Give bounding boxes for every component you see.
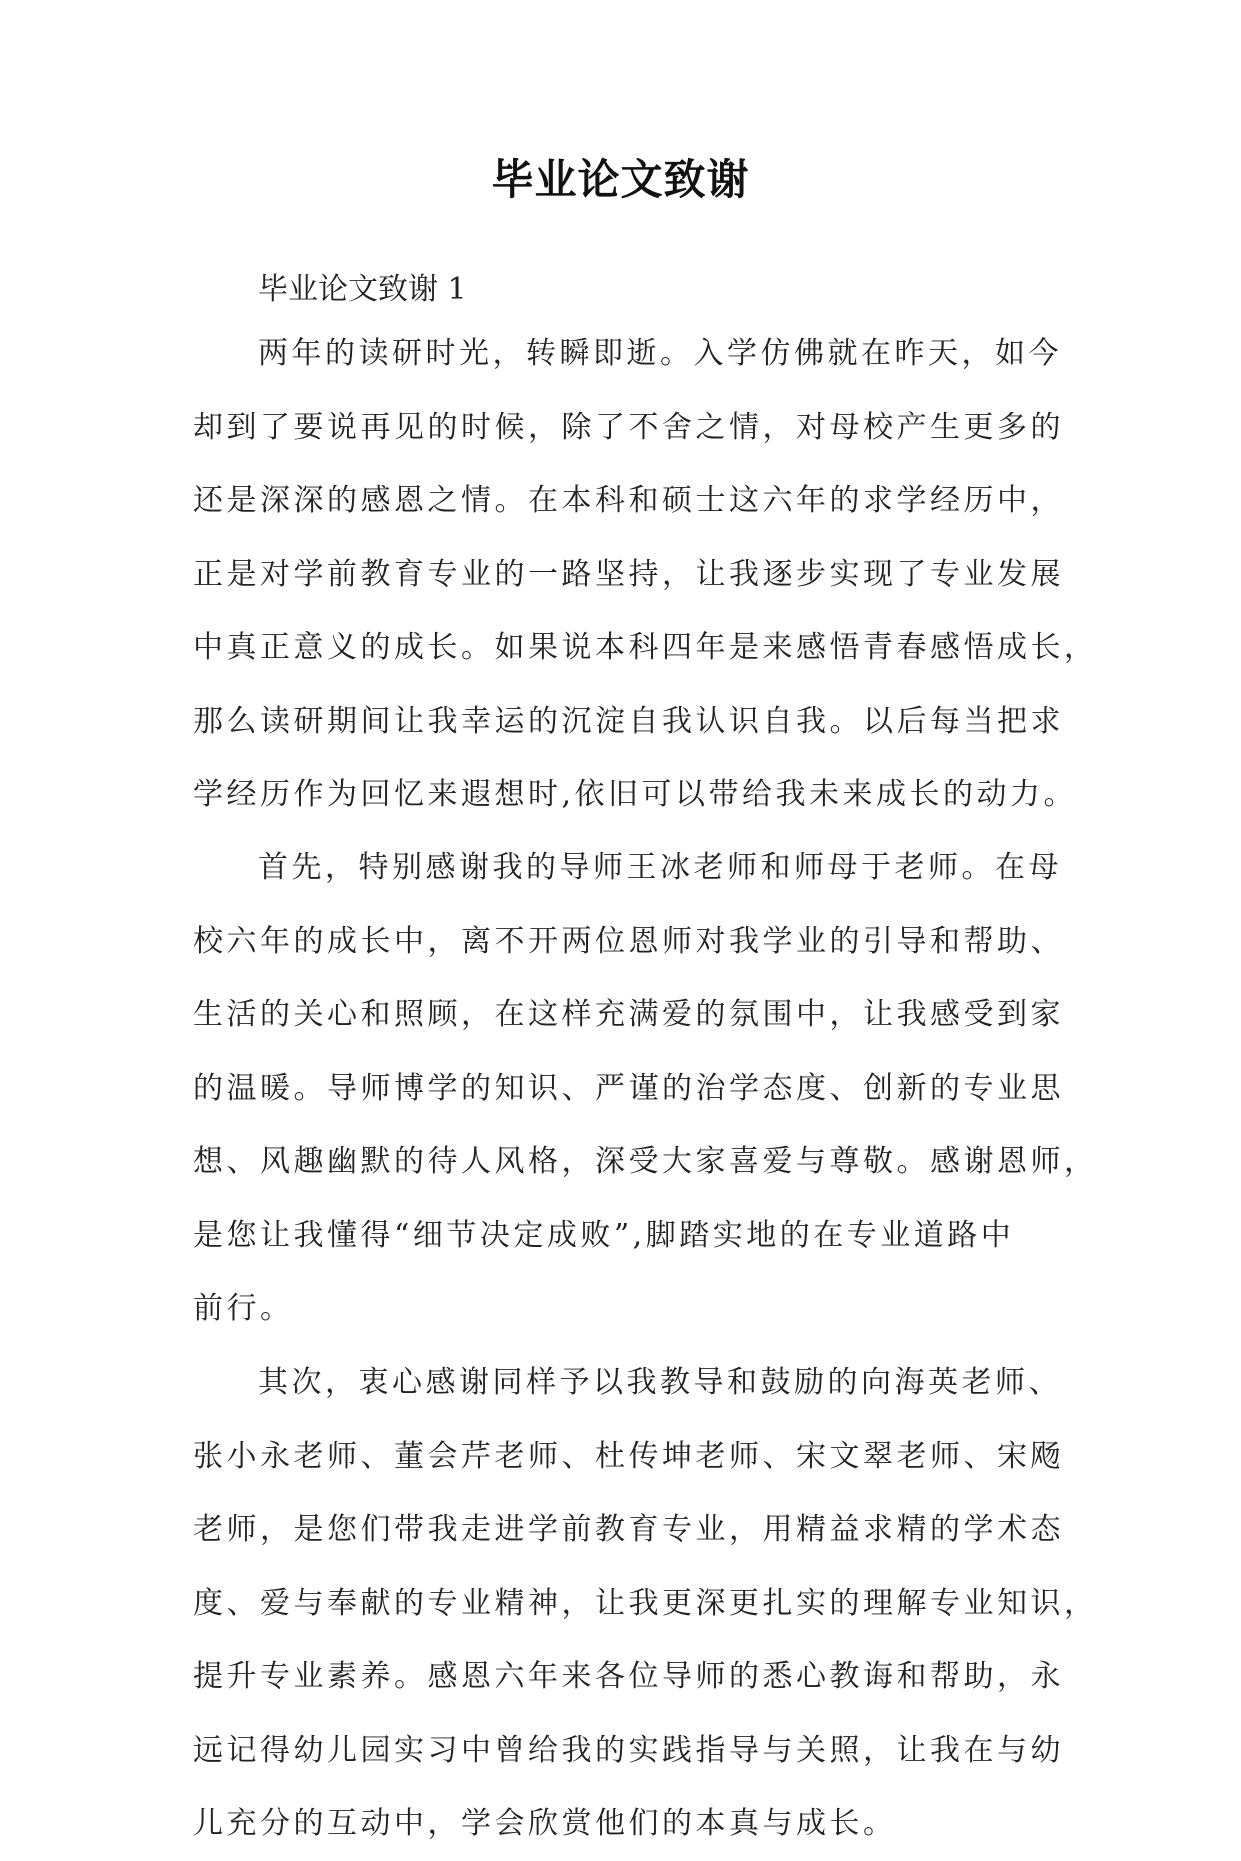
- paragraph-line: 校六年的成长中，离不开两位恩师对我学业的引导和帮助、: [193, 923, 1064, 959]
- paragraph-2: [193, 831, 1098, 1346]
- paragraph-line: 首先，特别感谢我的导师王冰老师和师母于老师。在母: [258, 850, 1062, 885]
- paragraph-line: 两年的读研时光，转瞬即逝。入学仿佛就在昨天，如今: [258, 336, 1062, 371]
- paragraph-line: 生活的关心和照顾，在这样充满爱的氛围中，让我感受到家: [193, 997, 1064, 1032]
- paragraph-line: 张小永老师、董会芹老师、杜传坤老师、宋文翠老师、宋飏: [193, 1438, 1064, 1474]
- paragraph-line: 想、风趣幽默的待人风格，深受大家喜爱与尊敬。感谢恩师，: [193, 1144, 1098, 1179]
- paragraph-line: 那么读研期间让我幸运的沉淀自我认识自我。以后每当把求: [193, 703, 1064, 739]
- paragraph-line: 的温暖。导师博学的知识、严谨的治学态度、创新的专业思: [193, 1070, 1064, 1106]
- paragraph-line: 还是深深的感恩之情。在本科和硕士这六年的求学经历中，: [193, 483, 1064, 518]
- document-title: 毕业论文致谢: [491, 155, 750, 204]
- paragraph-3: [193, 1346, 1098, 1861]
- paragraph-1: [193, 317, 1098, 832]
- paragraph-line: 中真正意义的成长。如果说本科四年是来感悟青春感悟成长，: [193, 630, 1098, 665]
- paragraph-line: 学经历作为回忆来遐想时,依旧可以带给我未来成长的动力。: [193, 777, 1078, 812]
- paragraph-line: 儿充分的互动中，学会欣赏他们的本真与成长。: [193, 1806, 897, 1841]
- paragraph-line: 度、爱与奉献的专业精神，让我更深更扎实的理解专业知识，: [193, 1585, 1098, 1621]
- paragraph-line: 却到了要说再见的时候，除了不舍之情，对母校产生更多的: [193, 409, 1064, 445]
- paragraph-line: 正是对学前教育专业的一路坚持，让我逐步实现了专业发展: [193, 556, 1064, 592]
- paragraph-line: 其次，衷心感谢同样予以我教导和鼓励的向海英老师、: [258, 1365, 1062, 1400]
- paragraph-line: 是您让我懂得“细节决定成败”,脚踏实地的在专业道路中: [193, 1217, 1015, 1253]
- section-heading: 毕业论文致谢 1: [258, 272, 467, 307]
- paragraph-line: 前行。: [193, 1291, 294, 1326]
- paragraph-line: 老师，是您们带我走进学前教育专业，用精益求精的学术态: [193, 1512, 1064, 1547]
- paragraph-line: 远记得幼儿园实习中曾给我的实践指导与关照，让我在与幼: [193, 1732, 1064, 1768]
- paragraph-line: 提升专业素养。感恩六年来各位导师的悉心教诲和帮助，永: [193, 1659, 1064, 1694]
